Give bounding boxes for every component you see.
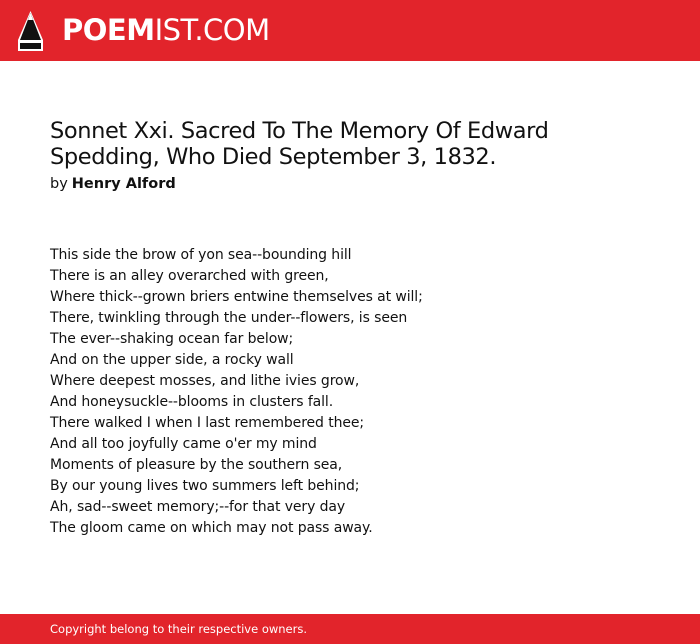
poem-line: Ah, sad--sweet memory;--for that very day	[50, 499, 346, 515]
poem-byline	[50, 175, 176, 193]
poem-line: Where thick--grown briers entwine themselves at will;	[50, 289, 423, 305]
poem-title: Sonnet Xxi. Sacred To The Memory Of Edward Spedding, Who Died September 3, 1832.	[50, 118, 549, 170]
poem-line: This side the brow of yon sea--bounding hill	[50, 247, 352, 263]
logo-bold-text: POEM	[62, 13, 155, 47]
poem-line: There is an alley overarched with green,	[50, 268, 329, 284]
poem-line: The ever--shaking ocean far below;	[50, 331, 294, 347]
poem-line: Where deepest mosses, and lithe ivies grow,	[50, 373, 360, 389]
poem-line: Moments of pleasure by the southern sea,	[50, 457, 343, 473]
by-label: by	[50, 176, 68, 192]
poem-line: There, twinkling through the under--flowers, is seen	[50, 310, 408, 326]
poem-line: There walked I when I last remembered thee;	[50, 415, 365, 431]
logo-light-text: IST.COM	[154, 13, 270, 47]
author-name: Henry Alford	[71, 176, 176, 192]
pencil-tip-icon[interactable]	[17, 10, 44, 52]
site-footer	[0, 614, 700, 644]
poem-line: By our young lives two summers left behind;	[50, 478, 360, 494]
poem-body	[50, 245, 423, 539]
poem-line: And on the upper side, a rocky wall	[50, 352, 294, 368]
poem-line: The gloom came on which may not pass away.	[50, 520, 373, 536]
poem-line: And all too joyfully came o'er my mind	[50, 436, 317, 452]
poem-line: And honeysuckle--blooms in clusters fall.	[50, 394, 334, 410]
site-header	[0, 0, 700, 61]
site-logo[interactable]	[62, 13, 270, 47]
copyright-text: Copyright belong to their respective owners.	[50, 622, 308, 636]
